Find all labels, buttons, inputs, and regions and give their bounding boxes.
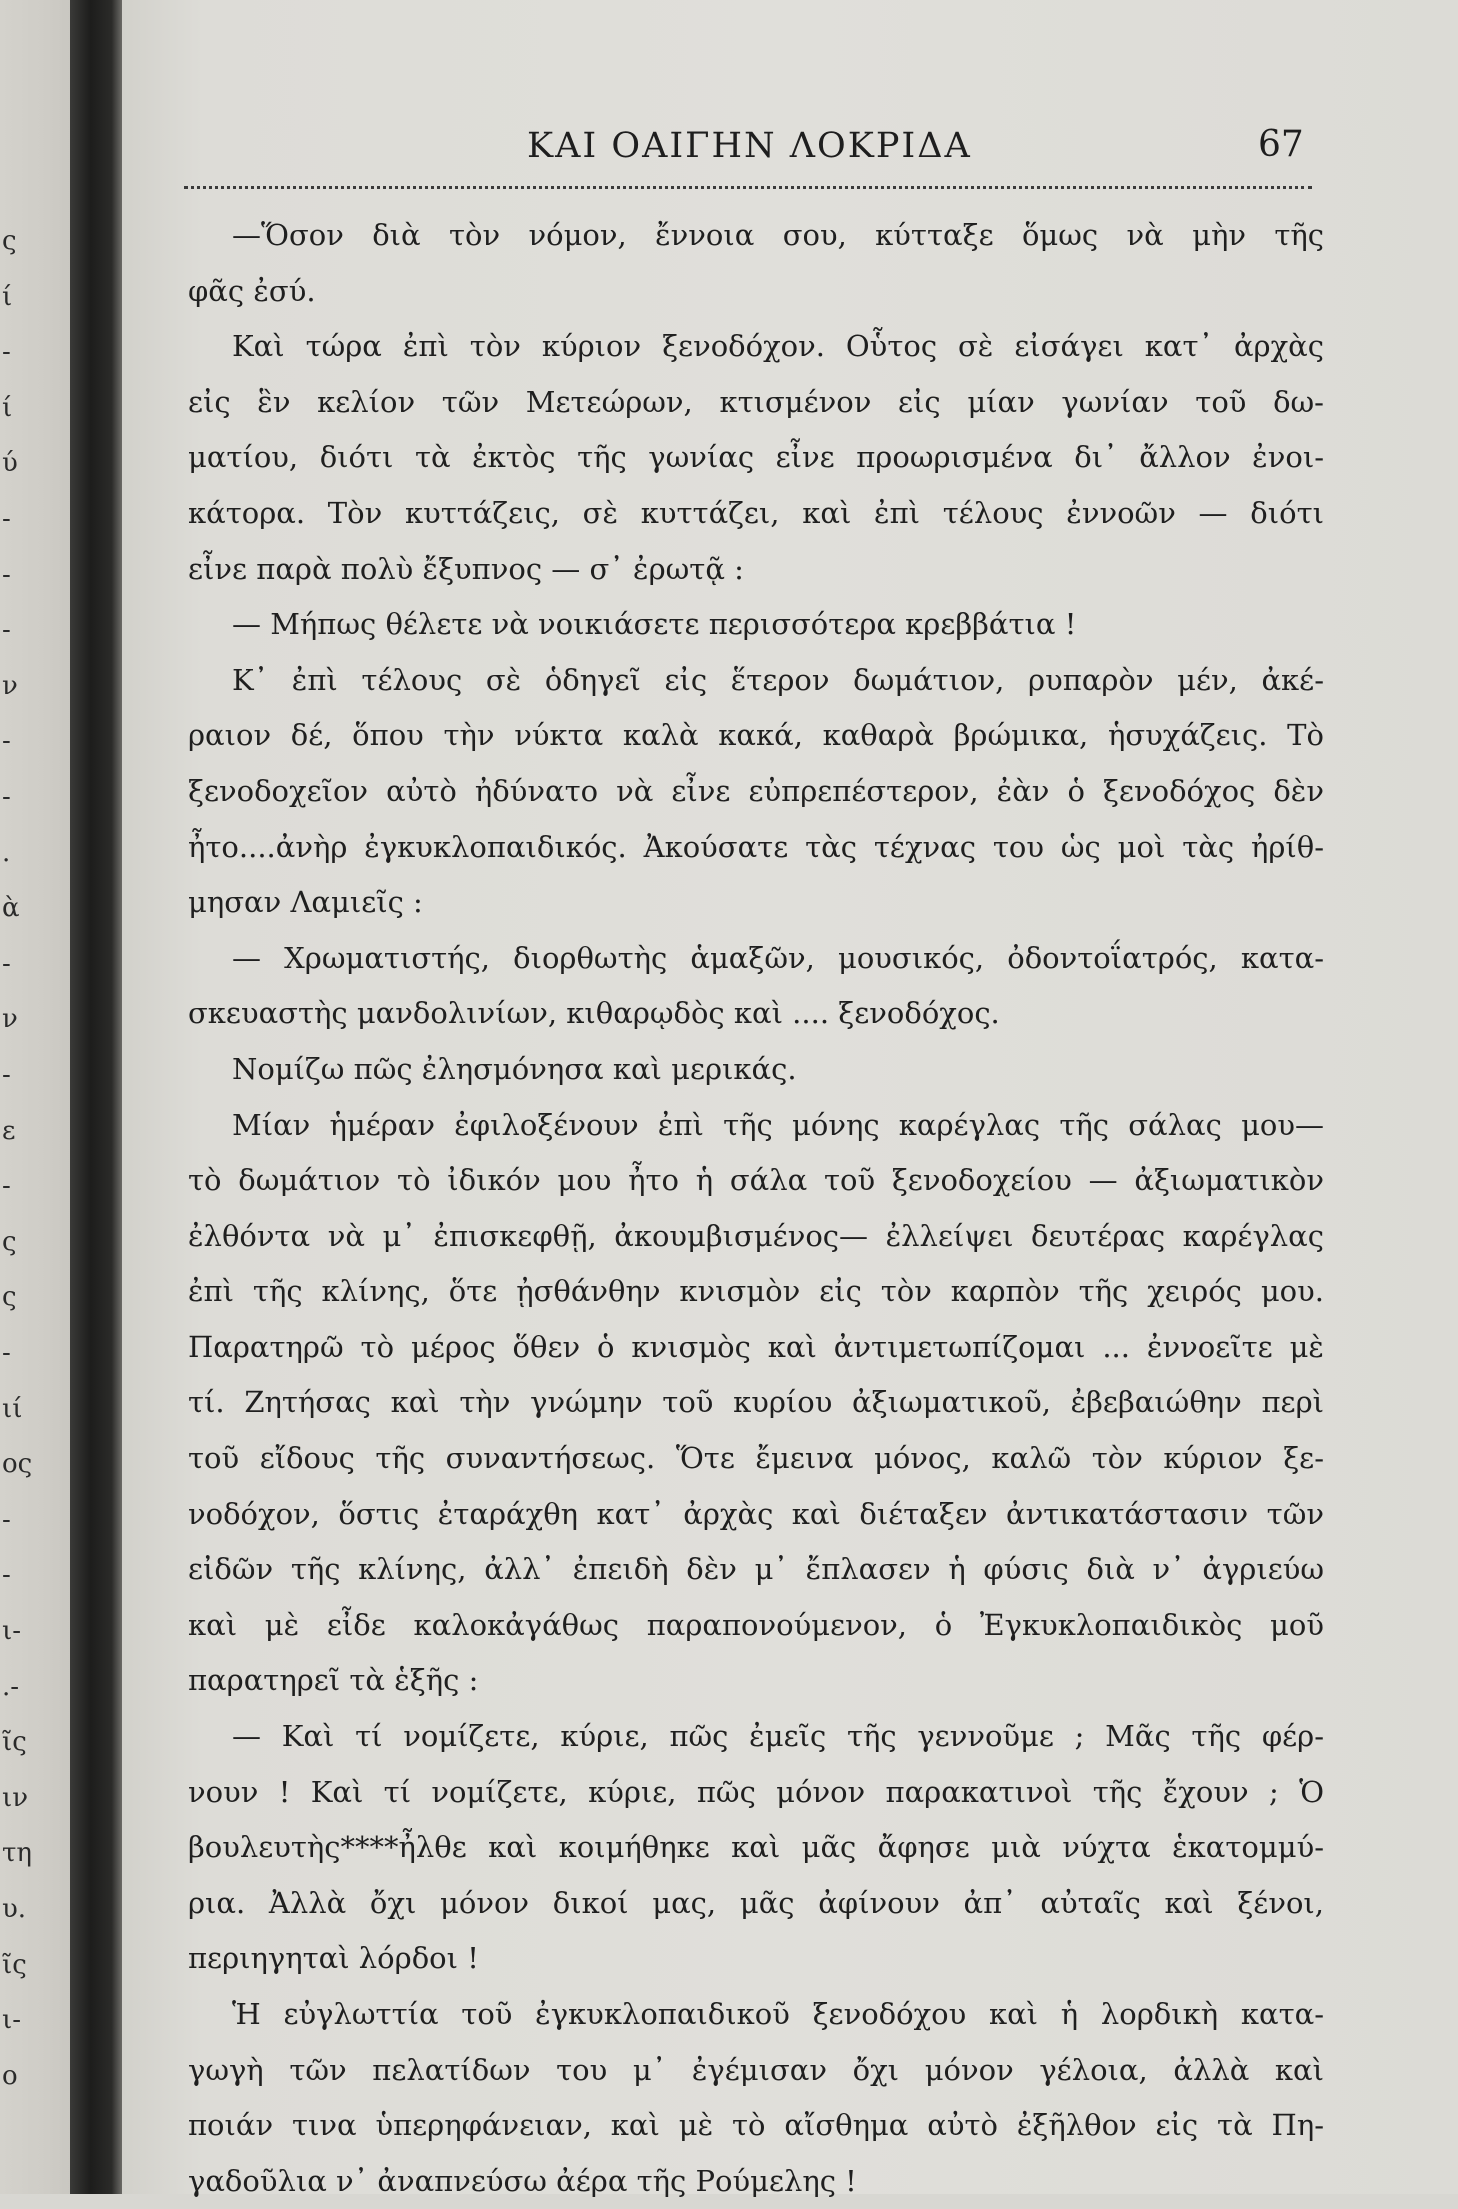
text-line: ξενοδοχεῖον αὐτὸ ἠδύνατο νὰ εἶνε εὐπρεπέστερον, ἐὰν ὁ ξενοδόχος δὲν <box>188 773 1324 808</box>
text-line: —Ὅσον διὰ τὸν νόμον, ἔννοια σου, κύτταξε ὅμως νὰ μὴν τῆς <box>232 218 1324 252</box>
text-line: νοδόχον, ὅστις ἐταράχθη κατ᾽ ἀρχὰς καὶ διέταξεν ἀντικατάστασιν τῶν <box>188 1496 1324 1531</box>
text-line: καὶ μὲ εἶδε καλοκἀγάθως παραπονούμενον, ὁ Ἐγκυκλοπαιδικὸς μοῦ <box>188 1607 1324 1642</box>
text-line: εἰς ἓν κελίον τῶν Μετεώρων, κτισμένον εἰς μίαν γωνίαν τοῦ δω- <box>188 384 1324 419</box>
text-line: ρια. Ἀλλὰ ὄχι μόνον δικοί μας, μᾶς ἀφίνουν ἀπ᾽ αὐταῖς καὶ ξένοι, <box>188 1885 1324 1920</box>
facing-page-fragment: - <box>2 559 11 590</box>
text-line: — Χρωματιστής, διορθωτὴς ἁμαξῶν, μουσικός, ὀδοντοΐατρός, κατα- <box>232 940 1324 975</box>
text-line: ποιάν τινα ὑπερηφάνειαν, καὶ μὲ τὸ αἴσθημα αὐτὸ ἐξῆλθον εἰς τὰ Πη- <box>188 2108 1324 2143</box>
facing-page-fragment: ος <box>2 1449 33 1480</box>
facing-page-fragment: - <box>2 782 11 812</box>
text-line: Νομίζω πῶς ἐλησμόνησα καὶ μερικάς. <box>232 1051 797 1086</box>
facing-page-fragment: ί <box>2 392 13 423</box>
text-line: σκευαστὴς μανδολινίων, κιθαρῳδὸς καὶ .... ξενοδόχος. <box>188 996 1000 1031</box>
text-line: φᾶς ἐσύ. <box>188 273 316 308</box>
text-line: παρατηρεῖ τὰ ἑξῆς : <box>188 1663 479 1698</box>
text-line: ἐλθόντα νὰ μ᾽ ἐπισκεφθῇ, ἀκουμβισμένος— ἐλλείψει δευτέρας καρέγλας <box>188 1218 1324 1253</box>
facing-page-fragment: ῖς <box>2 1949 27 1980</box>
facing-page-fragment: ν <box>2 1004 18 1035</box>
page-number: 67 <box>1258 124 1304 165</box>
facing-page-fragment: ς <box>2 1282 17 1313</box>
text-line: Μίαν ἡμέραν ἐφιλοξένουν ἐπὶ τῆς μόνης καρέγλας τῆς σάλας μου— <box>232 1107 1324 1142</box>
text-line: Καὶ τώρα ἐπὶ τὸν κύριον ξενοδόχον. Οὗτος σὲ εἰσάγει κατ᾽ ἀρχὰς <box>232 329 1324 364</box>
facing-page-fragment: υ. <box>2 1894 27 1924</box>
running-head-title: ΚΑΙ ΟΑΙΓΗΝ ΛΟΚΡΙΔΑ <box>527 126 972 166</box>
facing-page-fragment: ύ <box>2 448 18 479</box>
text-line: γωγὴ τῶν πελατίδων του μ᾽ ἐγέμισαν ὄχι μόνον γέλοια, ἀλλὰ καὶ <box>188 2052 1324 2087</box>
facing-page-fragment: - <box>2 948 11 979</box>
facing-page-fragment: ι- <box>2 2005 21 2036</box>
facing-page-fragment: - <box>2 1060 11 1090</box>
facing-page-fragment: - <box>2 504 11 534</box>
text-line: τὸ δωμάτιον τὸ ἰδικόν μου ἦτο ἡ σάλα τοῦ ξενοδοχείου — ἀξιωματικὸν <box>188 1163 1324 1198</box>
facing-page-fragment: .- <box>2 1671 20 1702</box>
text-line: μησαν Λαμιεῖς : <box>188 885 423 920</box>
facing-page-edge <box>0 0 70 2194</box>
text-line: περιηγηταὶ λόρδοι ! <box>188 1941 479 1976</box>
facing-page-fragment: ς <box>2 1226 17 1257</box>
text-line: εἰδῶν τῆς κλίνης, ἀλλ᾽ ἐπειδὴ δὲν μ᾽ ἔπλασεν ἡ φύσις διὰ ν᾽ ἀγριεύω <box>188 1552 1324 1587</box>
text-line: Ἡ εὐγλωττία τοῦ ἐγκυκλοπαιδικοῦ ξενοδόχου καὶ ἡ λορδικὴ κατα- <box>232 1997 1324 2031</box>
facing-page-fragment: ν <box>2 670 18 701</box>
facing-page-fragment: ῖς <box>2 1727 27 1758</box>
text-line: ραιον δέ, ὅπου τὴν νύκτα καλὰ κακά, καθαρὰ βρώμικα, ἡσυχάζεις. Τὸ <box>188 718 1324 753</box>
text-line: ἦτο....ἀνὴρ ἐγκυκλοπαιδικός. Ἀκούσατε τὰς τέχνας του ὡς μοὶ τὰς ἠρίθ- <box>188 829 1324 864</box>
body-text <box>188 208 1324 2209</box>
facing-page-fragment: . <box>2 837 11 868</box>
text-line: εἶνε παρὰ πολὺ ἔξυπνος — σ᾽ ἐρωτᾷ : <box>188 551 744 586</box>
facing-page-fragment: τη <box>2 1838 32 1869</box>
book-gutter <box>70 0 122 2194</box>
facing-page-fragment: ι- <box>2 1616 21 1646</box>
facing-page-fragment: - <box>2 615 11 646</box>
facing-page-fragment: ί <box>2 281 13 312</box>
text-line: τί. Ζητήσας καὶ τὴν γνώμην τοῦ κυρίου ἀξιωματικοῦ, ἐβεβαιώθην περὶ <box>188 1385 1324 1420</box>
facing-page-fragment: - <box>2 1171 11 1202</box>
book-page <box>122 0 1458 2198</box>
text-line: ἐπὶ τῆς κλίνης, ὅτε ᾐσθάνθην κνισμὸν εἰς τὸν καρπὸν τῆς χειρός μου. <box>188 1274 1324 1309</box>
text-line: νουν ! Καὶ τί νομίζετε, κύριε, πῶς μόνον παρακατινοὶ τῆς ἔχουν ; Ὁ <box>188 1774 1324 1809</box>
text-line: — Μήπως θέλετε νὰ νοικιάσετε περισσότερα κρεββάτια ! <box>232 607 1077 642</box>
facing-page-fragment: ιν <box>2 1782 28 1813</box>
text-line: ματίου, διότι τὰ ἐκτὸς τῆς γωνίας εἶνε προωρισμένα δι᾽ ἄλλον ἐνοι- <box>188 440 1324 475</box>
facing-page-fragment: ε <box>2 1115 16 1146</box>
text-line: κάτορα. Τὸν κυττάζεις, σὲ κυττάζει, καὶ ἐπὶ τέλους ἐννοῶν — διότι <box>188 495 1324 530</box>
facing-page-fragment: - <box>2 1504 11 1535</box>
header-rule <box>184 186 1312 189</box>
text-line: — Καὶ τί νομίζετε, κύριε, πῶς ἐμεῖς τῆς γεννοῦμε ; Μᾶς τῆς φέρ- <box>232 1719 1324 1754</box>
facing-page-fragment: ὰ <box>2 893 20 924</box>
text-line: γαδοῦλια ν᾽ ἀναπνεύσω ἀέρα τῆς Ρούμελης ! <box>188 2163 857 2198</box>
running-head <box>122 126 1322 176</box>
facing-page-fragment: ο <box>2 2060 18 2091</box>
facing-page-fragment: - <box>2 1338 11 1368</box>
text-line: βουλευτὴς****ἦλθε καὶ κοιμήθηκε καὶ μᾶς ἄφησε μιὰ νύχτα ἑκατομμύ- <box>188 1830 1324 1865</box>
text-line: Κ᾽ ἐπὶ τέλους σὲ ὁδηγεῖ εἰς ἕτερον δωμάτιον, ρυπαρὸν μέν, ἀκέ- <box>232 662 1324 697</box>
facing-page-fragment: ιί <box>2 1393 23 1424</box>
text-line: τοῦ εἴδους τῆς συναντήσεως. Ὅτε ἔμεινα μόνος, καλῶ τὸν κύριον ξε- <box>188 1441 1324 1476</box>
text-line: Παρατηρῶ τὸ μέρος ὅθεν ὁ κνισμὸς καὶ ἀντιμετωπίζομαι ... ἐννοεῖτε μὲ <box>188 1329 1324 1364</box>
facing-page-fragment: - <box>2 726 11 757</box>
facing-page-fragment: ς <box>2 226 17 256</box>
facing-page-fragment: - <box>2 337 11 368</box>
facing-page-fragment: - <box>2 1560 11 1591</box>
